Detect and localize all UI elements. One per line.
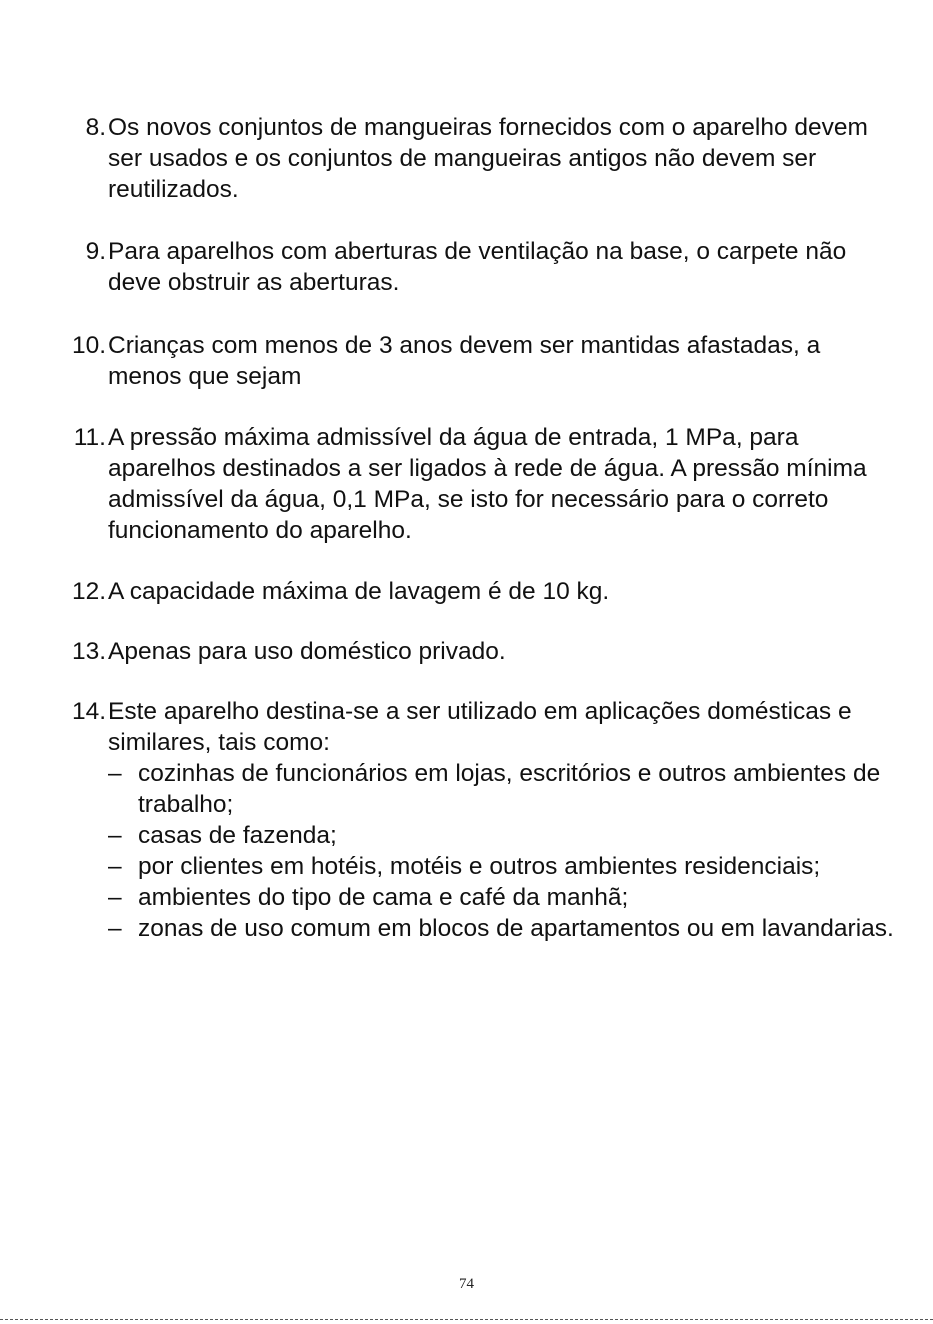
sub-item-text: por clientes em hotéis, motéis e outros ambientes residenciais; <box>138 853 821 880</box>
sub-list <box>108 758 900 944</box>
item-number: 10. <box>71 332 106 359</box>
dash-bullet: – <box>108 760 122 787</box>
footer-divider <box>0 1319 933 1320</box>
sub-list-item <box>108 882 900 913</box>
list-item-10 <box>60 330 900 392</box>
dash-bullet: – <box>108 822 122 849</box>
item-text: Os novos conjuntos de mangueiras fornecidos com o aparelho devem ser usados e os conjuntos de mangueiras antigos não devem ser reutilizados. <box>108 114 868 203</box>
item-number: 12. <box>71 578 106 605</box>
item-text: Apenas para uso doméstico privado. <box>108 638 506 665</box>
list-item-11 <box>60 422 900 546</box>
item-number: 13. <box>71 638 106 665</box>
dash-bullet: – <box>108 853 122 880</box>
item-text: A pressão máxima admissível da água de entrada, 1 MPa, para aparelhos destinados a ser ligados à rede de água. A pressão mínima admissível da água, 0,1 MPa, se isto for necessário para o correto funcionamento do aparelho. <box>108 424 867 544</box>
list-item-9 <box>60 236 900 298</box>
item-text: Para aparelhos com aberturas de ventilação na base, o carpete não deve obstruir as aberturas. <box>108 238 847 296</box>
sub-item-text: casas de fazenda; <box>138 822 337 849</box>
list-item-14 <box>60 696 900 944</box>
list-item-13 <box>60 636 900 667</box>
sub-item-text: zonas de uso comum em blocos de apartamentos ou em lavandarias. <box>138 915 894 942</box>
dash-bullet: – <box>108 915 122 942</box>
list-item-12 <box>60 576 900 607</box>
item-text: Este aparelho destina-se a ser utilizado em aplicações domésticas e similares, tais como: <box>108 698 852 756</box>
sub-list-item <box>108 913 900 944</box>
sub-item-text: cozinhas de funcionários em lojas, escritórios e outros ambientes de trabalho; <box>138 760 881 818</box>
item-number: 8. <box>85 114 106 141</box>
item-text: A capacidade máxima de lavagem é de 10 kg. <box>108 578 610 605</box>
list-item-8 <box>60 112 900 205</box>
sub-list-item <box>108 758 900 820</box>
item-number: 14. <box>71 698 106 725</box>
item-number: 9. <box>85 238 106 265</box>
item-text: Crianças com menos de 3 anos devem ser mantidas afastadas, a menos que sejam <box>108 332 821 390</box>
item-number: 11. <box>73 424 106 451</box>
dash-bullet: – <box>108 884 122 911</box>
sub-item-text: ambientes do tipo de cama e café da manhã; <box>138 884 629 911</box>
page-number: 74 <box>459 1276 474 1292</box>
sub-list-item <box>108 820 900 851</box>
sub-list-item <box>108 851 900 882</box>
